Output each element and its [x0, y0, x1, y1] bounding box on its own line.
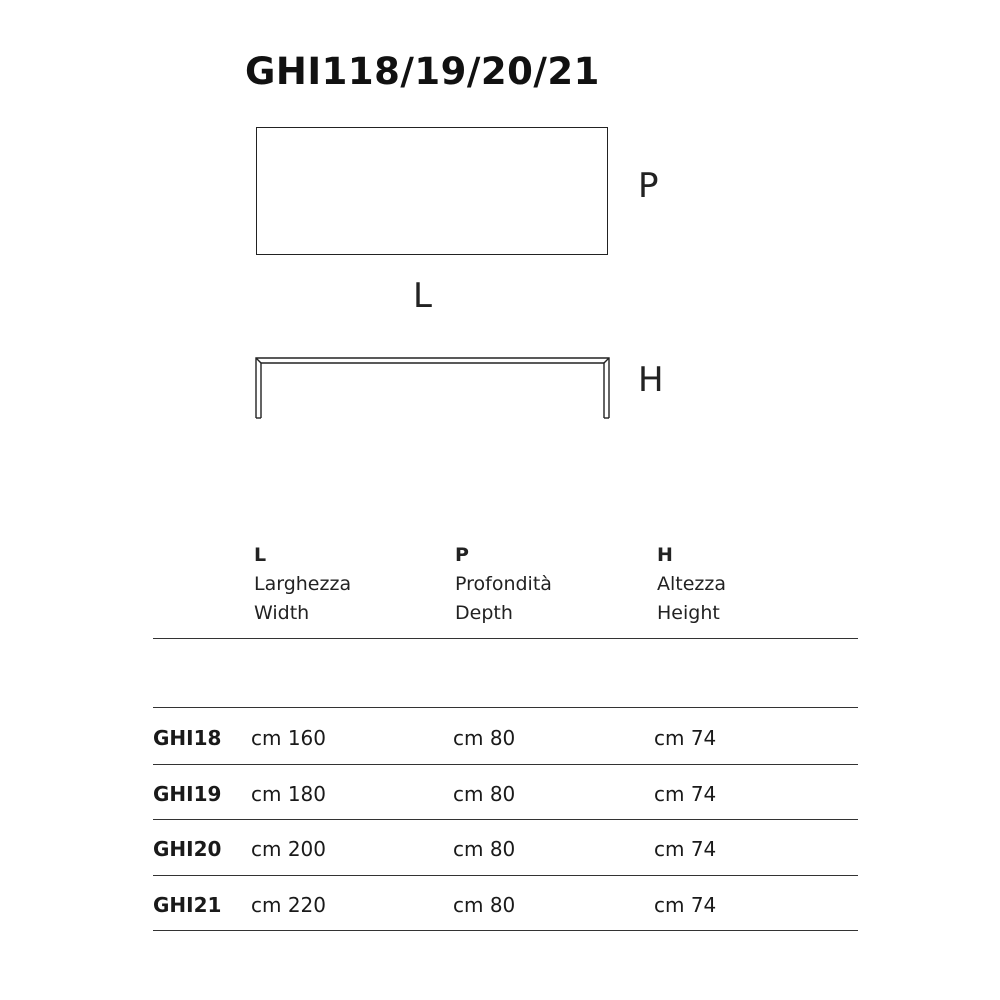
- table-row: [153, 765, 858, 821]
- depth-dimension-label: P: [638, 166, 659, 206]
- header-height-en: Height: [657, 602, 720, 624]
- table-top-view: [256, 127, 608, 255]
- product-title: GHI118/19/20/21: [245, 50, 600, 93]
- header-length: [254, 541, 351, 628]
- header-divider: [153, 638, 858, 639]
- table-row: [153, 820, 858, 876]
- depth-value: cm 80: [453, 837, 516, 861]
- length-value: cm 200: [251, 837, 327, 861]
- depth-value: cm 80: [453, 726, 516, 750]
- header-height-code: H: [657, 544, 673, 566]
- model-code: GHI18: [153, 726, 222, 750]
- height-dimension-label: H: [638, 360, 664, 400]
- height-value: cm 74: [654, 726, 717, 750]
- model-code: GHI20: [153, 837, 222, 861]
- length-dimension-label: L: [413, 276, 432, 316]
- height-value: cm 74: [654, 781, 717, 806]
- header-length-en: Width: [254, 602, 310, 624]
- dimensions-table: [153, 709, 858, 931]
- table-side-view: [250, 352, 615, 420]
- table-row: [153, 709, 858, 765]
- header-depth-en: Depth: [455, 602, 513, 624]
- header-length-code: L: [254, 544, 267, 566]
- depth-value: cm 80: [453, 781, 516, 806]
- header-length-it: Larghezza: [254, 573, 352, 595]
- height-value: cm 74: [654, 837, 717, 861]
- depth-value: cm 80: [453, 892, 516, 917]
- model-code: GHI19: [153, 781, 222, 806]
- model-code: GHI21: [153, 892, 222, 917]
- header-depth-code: P: [455, 544, 469, 566]
- table-row: [153, 876, 858, 932]
- length-value: cm 220: [251, 892, 327, 917]
- header-height-it: Altezza: [657, 573, 727, 595]
- header-depth-it: Profondità: [455, 573, 552, 595]
- header-depth: [455, 541, 552, 628]
- length-value: cm 160: [251, 726, 327, 750]
- table-top-divider: [153, 707, 858, 708]
- height-value: cm 74: [654, 892, 717, 917]
- header-height: [657, 541, 726, 628]
- length-value: cm 180: [251, 781, 327, 806]
